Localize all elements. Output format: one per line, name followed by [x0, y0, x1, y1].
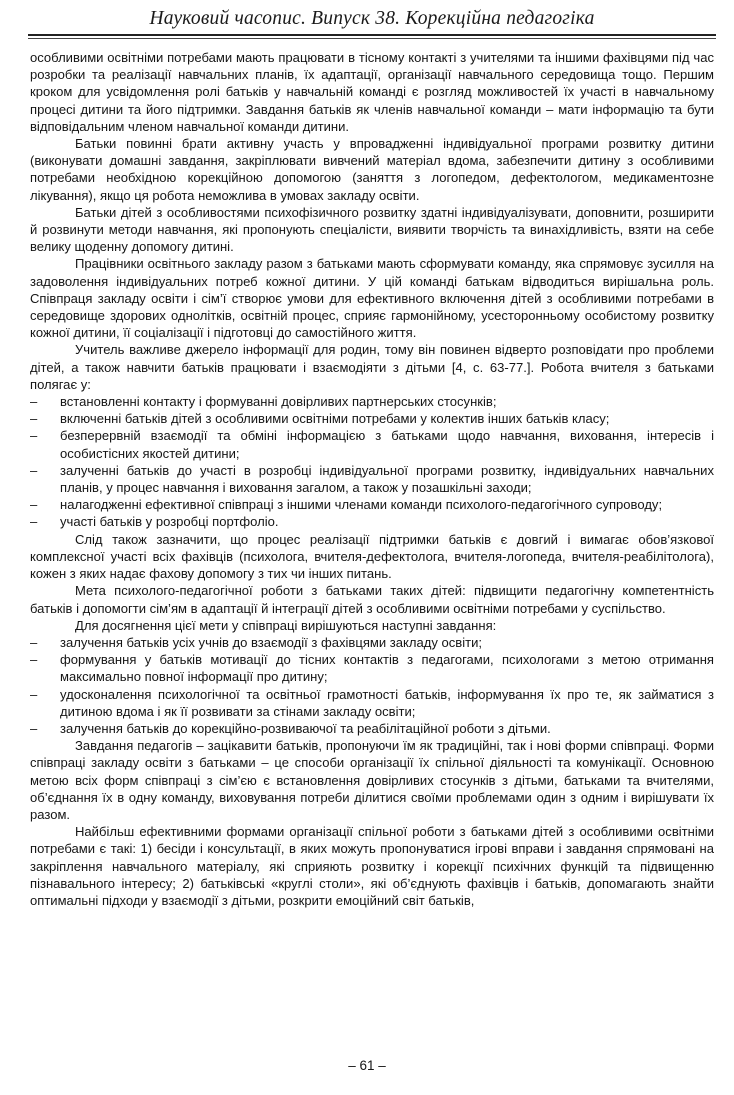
dash-bullet: – — [30, 411, 38, 427]
dash-bullet: – — [30, 462, 38, 478]
paragraph: Для досягнення цієї мети у співпраці вирішуються наступні завдання: — [75, 617, 497, 633]
dash-bullet: – — [30, 686, 38, 702]
list-item-text: безперервній взаємодії та обміні інформацією з батьками щодо навчання, виховання, інтересів і особистісних якостей дитини; — [60, 428, 714, 461]
dash-bullet: – — [30, 652, 38, 668]
running-header: Науковий часопис. Випуск 38. Корекційна педагогіка — [149, 8, 595, 29]
paragraph: Слід також зазначити, що процес реалізації підтримки батьків є довгий і вимагає обов’язкової комплексної участі всіх фахівців (психолога, вчителя-дефектолога, вчителя-логопеда, вчителя-реабілітолога), кожен з яких надає фахову допомогу з тих чи інших питань. — [30, 531, 714, 582]
header-rule — [28, 34, 716, 36]
list-item-text: залучення батьків усіх учнів до взаємодії з фахівцями закладу освіти; — [60, 634, 482, 650]
header-rule-thin — [28, 38, 716, 39]
list-item — [30, 513, 714, 530]
list-item-text: залученні батьків до участі в розробці індивідуальної програми розвитку, індивідуальних навчальних планів, у процес навчання і виховання загалом, а також у позашкільні заходи; — [60, 462, 714, 496]
list-item — [30, 393, 714, 410]
list-item — [30, 651, 714, 685]
dash-bullet: – — [30, 634, 38, 650]
paragraph: Працівники освітнього закладу разом з батьками мають сформувати команду, яка спрямовує зусилля на задоволення індивідуальних потреб кожної дитини. У цій команді батькам відводиться вирішальна роль. Співпраця закладу освіти і сім’ї створює умови для ефективного включення дітей з особливими потребами в середовище здорових однолітків, освітній процес, сприяє гармонійному, усесторонньому особистому розвитку кожної дитини, її соціалізації і підготовці до самостійного життя. — [30, 256, 714, 341]
dash-bullet: – — [30, 514, 38, 530]
list-item — [30, 427, 714, 461]
dash-bullet: – — [30, 497, 38, 513]
paragraph: Мета психолого-педагогічної роботи з батьками таких дітей: підвищити педагогічну компетентність батьків і допомогти сім’ям в адаптації й інтеграції дітей з особливими освітніми потребами у суспільство. — [30, 583, 714, 616]
duties-list — [30, 393, 714, 531]
list-item-text: удосконалення психологічної та освітньої грамотності батьків, інформування їх про те, як займатися з дитиною вдома і як її розвивати за стінами закладу освіти; — [60, 686, 714, 719]
list-item-text: залучення батьків до корекційно-розвиваючої та реабілітаційної роботи з дітьми. — [60, 720, 551, 736]
tasks-list — [30, 634, 714, 737]
list-item-text: включенні батьків дітей з особливими освітніми потребами у колектив інших батьків класу; — [60, 411, 610, 427]
dash-bullet: – — [30, 394, 38, 410]
paragraph: Завдання педагогів – зацікавити батьків, пропонуючи їм як традиційні, так і нові форми співпраці. Форми співпраці закладу освіти з батьками – це способи організації їх спільної діяльності та комунікації. Основною метою всіх форм співпраці з сім’єю є встановлення довірливих стосунків з дітьми, батьками та вчителями, об’єднання їх в одну команду, виховування потреби ділитися своїми проблемами один з одним і вирішувати їх разом. — [30, 738, 714, 822]
paragraph: Батьки дітей з особливостями психофізичного розвитку здатні індивідуалізувати, доповнити, розширити й розвинути методи навчання, які пропонують спеціалісти, виявити творчість та винахідливість, взяти на себе велику щоденну допомогу дитині. — [30, 204, 714, 255]
list-item-text: участі батьків у розробці портфоліо. — [60, 514, 279, 530]
list-item — [30, 686, 714, 720]
list-item-text: налагодженні ефективної співпраці з іншими членами команди психолого-педагогічного супроводу; — [60, 497, 663, 513]
list-item — [30, 720, 714, 737]
paragraph: Батьки повинні брати активну участь у впровадженні індивідуальної програми розвитку дитини (виконувати домашні завдання, закріплювати вивчений матеріал вдома, забезпечити дитину з особливими потребами необхідною корекційною допомогою (заняття з логопедом, дефектологом, медикаментозне лікування), якщо ця робота неможлива в умовах закладу освіти. — [30, 136, 714, 203]
dash-bullet: – — [30, 720, 38, 736]
list-item — [30, 410, 714, 427]
list-item — [30, 496, 714, 513]
paragraph: особливими освітніми потребами мають працювати в тісному контакті з учителями та іншими фахівцями під час розробки та реалізації навчальних планів, їх адаптації, організації навчального середовища тощо. Першим кроком для усвідомлення ролі батьків у навчальній команді є розгляд можливостей їх участі в навчальному процесі дитини та його підтримки. Завдання батьків як членів навчальної команди – мати інформацію та бути відповідальним членом навчальної команди дитини. — [30, 50, 714, 134]
paragraph: Учитель важливе джерело інформації для родин, тому він повинен відверто розповідати про проблеми дітей, а також навчити батьків працювати і взаємодіяти з дітьми [4, с. 63-77.]. Робота вчителя з батьками полягає у: — [30, 342, 714, 392]
page-number: – 61 – — [348, 1058, 386, 1073]
list-item-text: встановленні контакту і формуванні довірливих партнерських стосунків; — [60, 394, 497, 410]
article-body — [30, 49, 714, 909]
paragraph: Найбільш ефективними формами організації спільної роботи з батьками дітей з особливими освітніми потребами є такі: 1) бесіди і консультації, в яких можуть пропонуватися ігрові вправи і завдання спрямовані на закріплення навчального матеріалу, які сприяють розвитку і корекції психічних функцій та підвищенню пізнавального інтересу; 2) батьківські «круглі столи», які об’єднують фахівців і батьків, допомагають знайти оптимальні підходи у взаємодії з дітьми, розкрити емоційний світ батьків, — [30, 824, 714, 908]
dash-bullet: – — [30, 428, 38, 444]
list-item — [30, 634, 714, 651]
list-item — [30, 462, 714, 496]
list-item-text: формування у батьків мотивації до тісних контактів з педагогами, психологами з метою отримання максимально повної інформації про дитину; — [60, 652, 714, 685]
